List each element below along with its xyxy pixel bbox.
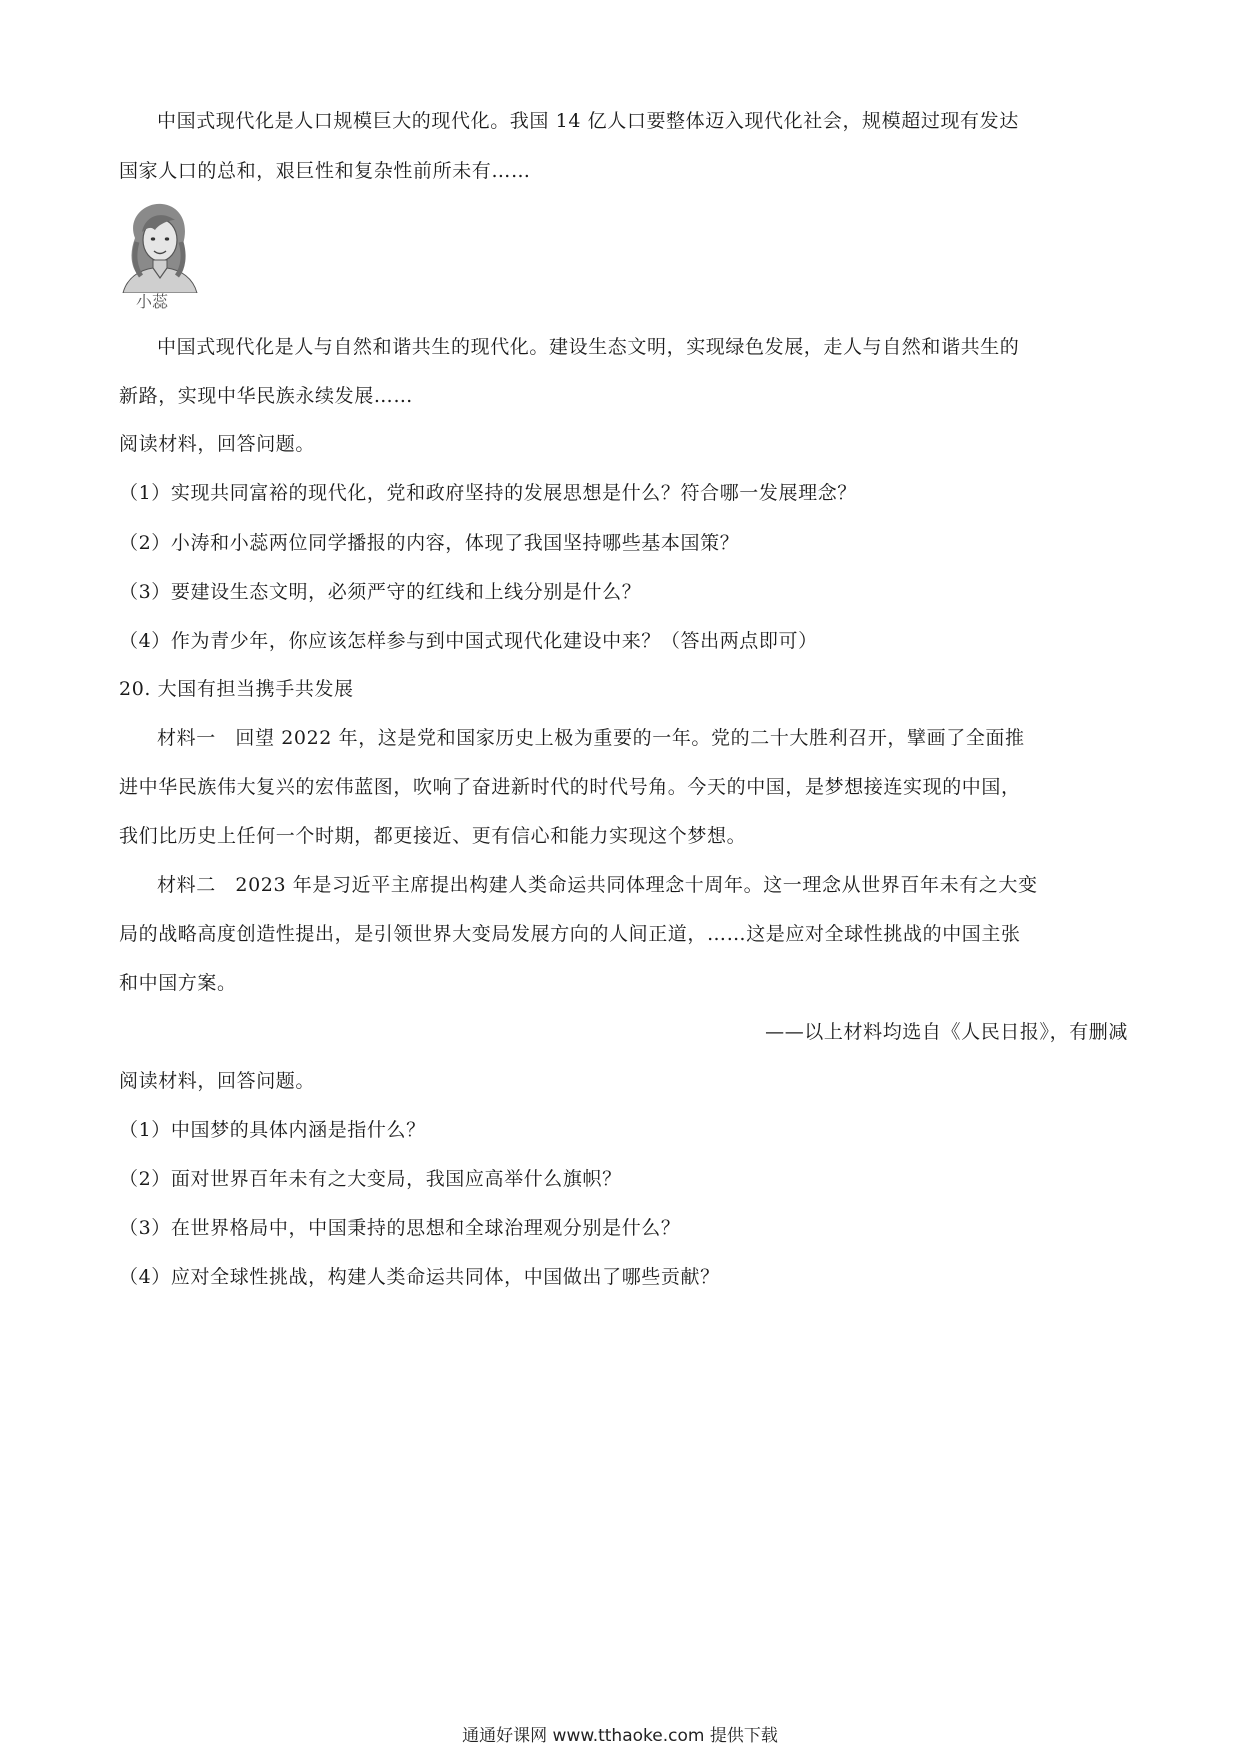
passage-2-line-2: 新路，实现中华民族永续发展……	[119, 385, 414, 407]
q20-source-attribution: ——以上材料均选自《人民日报》，有删减	[765, 1021, 1128, 1043]
q20-material-2-line-1: 材料二 2023 年是习近平主席提出构建人类命运共同体理念十周年。这一理念从世界百年未有之大变	[157, 874, 1038, 896]
q20-question-3: （3）在世界格局中，中国秉持的思想和全球治理观分别是什么？	[119, 1217, 681, 1239]
q20-material-2-line-2: 局的战略高度创造性提出，是引领世界大变局发展方向的人间正道，……这是应对全球性挑战的中国主张	[119, 923, 1021, 945]
passage-1-line-2: 国家人口的总和，艰巨性和复杂性前所未有……	[119, 160, 531, 182]
q20-material-1-line-1: 材料一 回望 2022 年，这是党和国家历史上极为重要的一年。党的二十大胜利召开，擘画了全面推	[157, 727, 1025, 749]
q19-question-3: （3）要建设生态文明，必须严守的红线和上线分别是什么？	[119, 581, 642, 603]
avatar-caption: 小蕊	[136, 292, 169, 311]
q20-material-1-line-2: 进中华民族伟大复兴的宏伟蓝图，吹响了奋进新时代的时代号角。今天的中国，是梦想接连实现的中国，	[119, 776, 1021, 798]
q20-heading: 20. 大国有担当携手共发展	[119, 678, 354, 700]
q20-prompt: 阅读材料，回答问题。	[119, 1070, 316, 1092]
q20-question-2: （2）面对世界百年未有之大变局，我国应高举什么旗帜？	[119, 1168, 622, 1190]
q20-material-1-line-3: 我们比历史上任何一个时期，都更接近、更有信心和能力实现这个梦想。	[119, 825, 747, 847]
q19-question-1: （1）实现共同富裕的现代化，党和政府坚持的发展思想是什么？符合哪一发展理念？	[119, 482, 857, 504]
passage-1-line-1: 中国式现代化是人口规模巨大的现代化。我国 14 亿人口要整体迈入现代化社会，规模超过现有发达	[157, 110, 1019, 132]
q19-question-4: （4）作为青少年，你应该怎样参与到中国式现代化建设中来？（答出两点即可）	[119, 630, 818, 652]
q20-question-1: （1）中国梦的具体内涵是指什么？	[119, 1119, 426, 1141]
q19-prompt: 阅读材料，回答问题。	[119, 433, 316, 455]
passage-2-line-1: 中国式现代化是人与自然和谐共生的现代化。建设生态文明，实现绿色发展，走人与自然和谐共生的	[157, 336, 1020, 358]
q20-question-4: （4）应对全球性挑战，构建人类命运共同体，中国做出了哪些贡献？	[119, 1266, 720, 1288]
page-footer: 通通好课网 www.tthaoke.com 提供下载	[462, 1726, 778, 1746]
q19-question-2: （2）小涛和小蕊两位同学播报的内容，体现了我国坚持哪些基本国策？	[119, 532, 740, 554]
q20-material-2-line-3: 和中国方案。	[119, 972, 237, 994]
